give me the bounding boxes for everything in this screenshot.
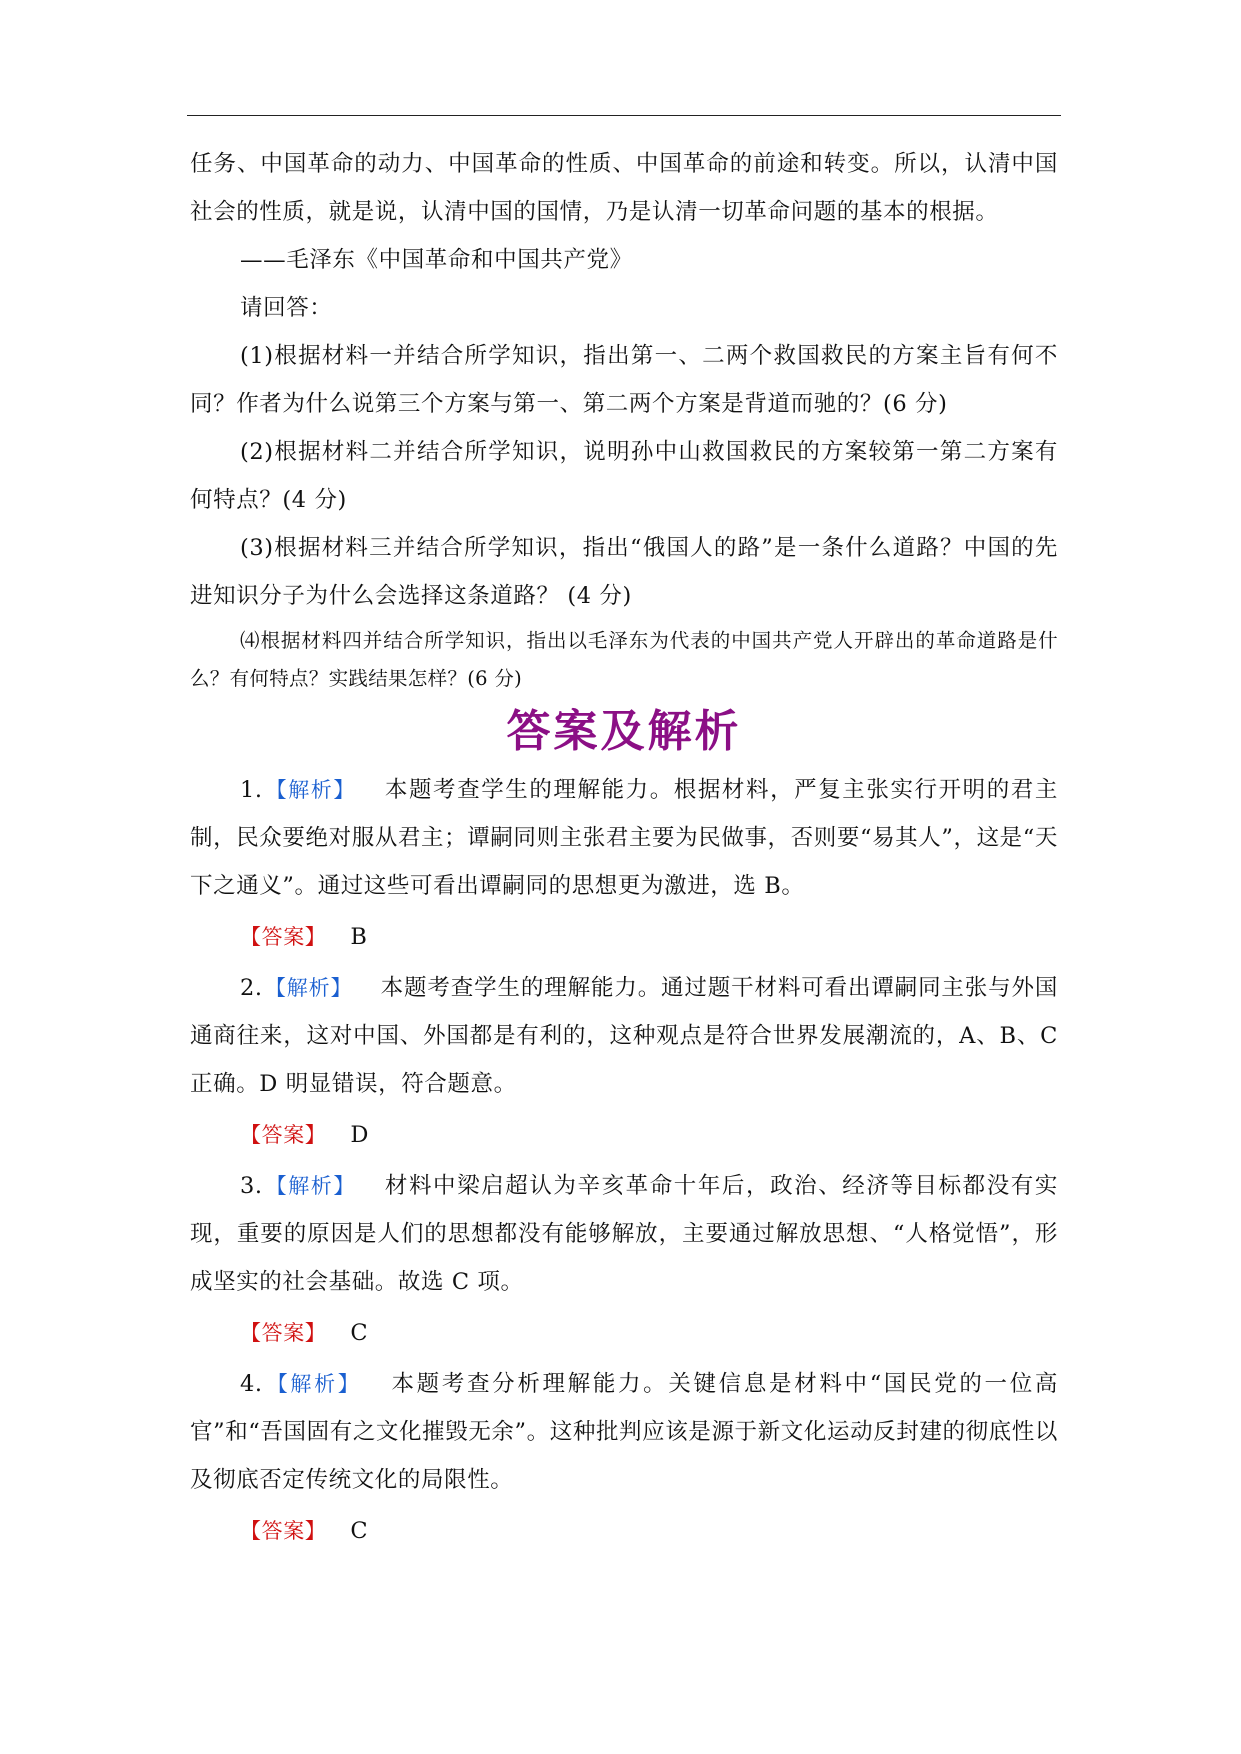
question-3: (3)根据材料三并结合所学知识，指出“俄国人的路”是一条什么道路？中国的先进知识分子为什么会选择这条道路？ (4 分) xyxy=(190,535,1058,609)
item-number: 3. xyxy=(240,1173,263,1199)
page-content xyxy=(190,140,1058,1558)
analysis-tag: 【解析】 xyxy=(264,976,353,1000)
answer-item-1 xyxy=(190,913,1058,961)
answer-value: C xyxy=(350,1518,369,1544)
answer-tag: 【答案】 xyxy=(240,925,327,949)
analysis-text: 本题考查学生的理解能力。根据材料，严复主张实行开明的君主制，民众要绝对服从君主；谭嗣同则主张君主要为民做事，否则要“易其人”，这是“天下之通义”。通过这些可看出谭嗣同的思想更为激进，选 B。 xyxy=(190,777,1058,899)
item-number: 1. xyxy=(240,777,263,803)
question-4: ⑷根据材料四并结合所学知识，指出以毛泽东为代表的中国共产党人开辟出的革命道路是什么？有何特点？实践结果怎样？(6 分) xyxy=(190,629,1058,690)
material-attribution: ——毛泽东《中国革命和中国共产党》 xyxy=(240,247,633,273)
analysis-item-2 xyxy=(190,964,1058,1108)
answer-value: B xyxy=(350,924,368,950)
analysis-tag: 【解析】 xyxy=(264,1372,362,1396)
analysis-text: 本题考查分析理解能力。关键信息是材料中“国民党的一位高官”和“吾国固有之文化摧毁无余”。这种批判应该是源于新文化运动反封建的彻底性以及彻底否定传统文化的局限性。 xyxy=(190,1371,1058,1493)
analysis-tag: 【解析】 xyxy=(264,1174,356,1198)
prompt-label: 请回答： xyxy=(240,295,333,321)
answer-item-2 xyxy=(190,1111,1058,1159)
analysis-tag: 【解析】 xyxy=(264,778,356,802)
question-2: (2)根据材料二并结合所学知识，说明孙中山救国救民的方案较第一第二方案有何特点？(4 分) xyxy=(190,439,1058,513)
answer-tag: 【答案】 xyxy=(240,1123,327,1147)
answer-tag: 【答案】 xyxy=(240,1321,327,1345)
answers-heading: 答案及解析 xyxy=(506,706,742,757)
analysis-item-3 xyxy=(190,1162,1058,1306)
answer-item-4 xyxy=(190,1507,1058,1555)
question-1: (1)根据材料一并结合所学知识，指出第一、二两个救国救民的方案主旨有何不同？作者为什么说第三个方案与第一、第二两个方案是背道而驰的？(6 分) xyxy=(190,343,1058,417)
answer-value: C xyxy=(350,1320,369,1346)
analysis-item-4 xyxy=(190,1360,1058,1504)
analysis-text: 本题考查学生的理解能力。通过题干材料可看出谭嗣同主张与外国通商往来，这对中国、外国都是有利的，这种观点是符合世界发展潮流的，A、B、C 正确。D 明显错误，符合题意。 xyxy=(190,975,1058,1097)
item-number: 4. xyxy=(240,1371,263,1397)
analysis-text: 材料中梁启超认为辛亥革命十年后，政治、经济等目标都没有实现，重要的原因是人们的思想都没有能够解放，主要通过解放思想、“人格觉悟”，形成坚实的社会基础。故选 C 项。 xyxy=(190,1173,1058,1295)
answer-tag: 【答案】 xyxy=(240,1519,327,1543)
header-rule xyxy=(187,115,1061,116)
answer-value: D xyxy=(350,1122,370,1148)
material-continuation: 任务、中国革命的动力、中国革命的性质、中国革命的前途和转变。所以，认清中国社会的性质，就是说，认清中国的国情，乃是认清一切革命问题的基本的根据。 xyxy=(190,151,1058,225)
analysis-item-1 xyxy=(190,766,1058,910)
answer-item-3 xyxy=(190,1309,1058,1357)
item-number: 2. xyxy=(240,975,263,1001)
